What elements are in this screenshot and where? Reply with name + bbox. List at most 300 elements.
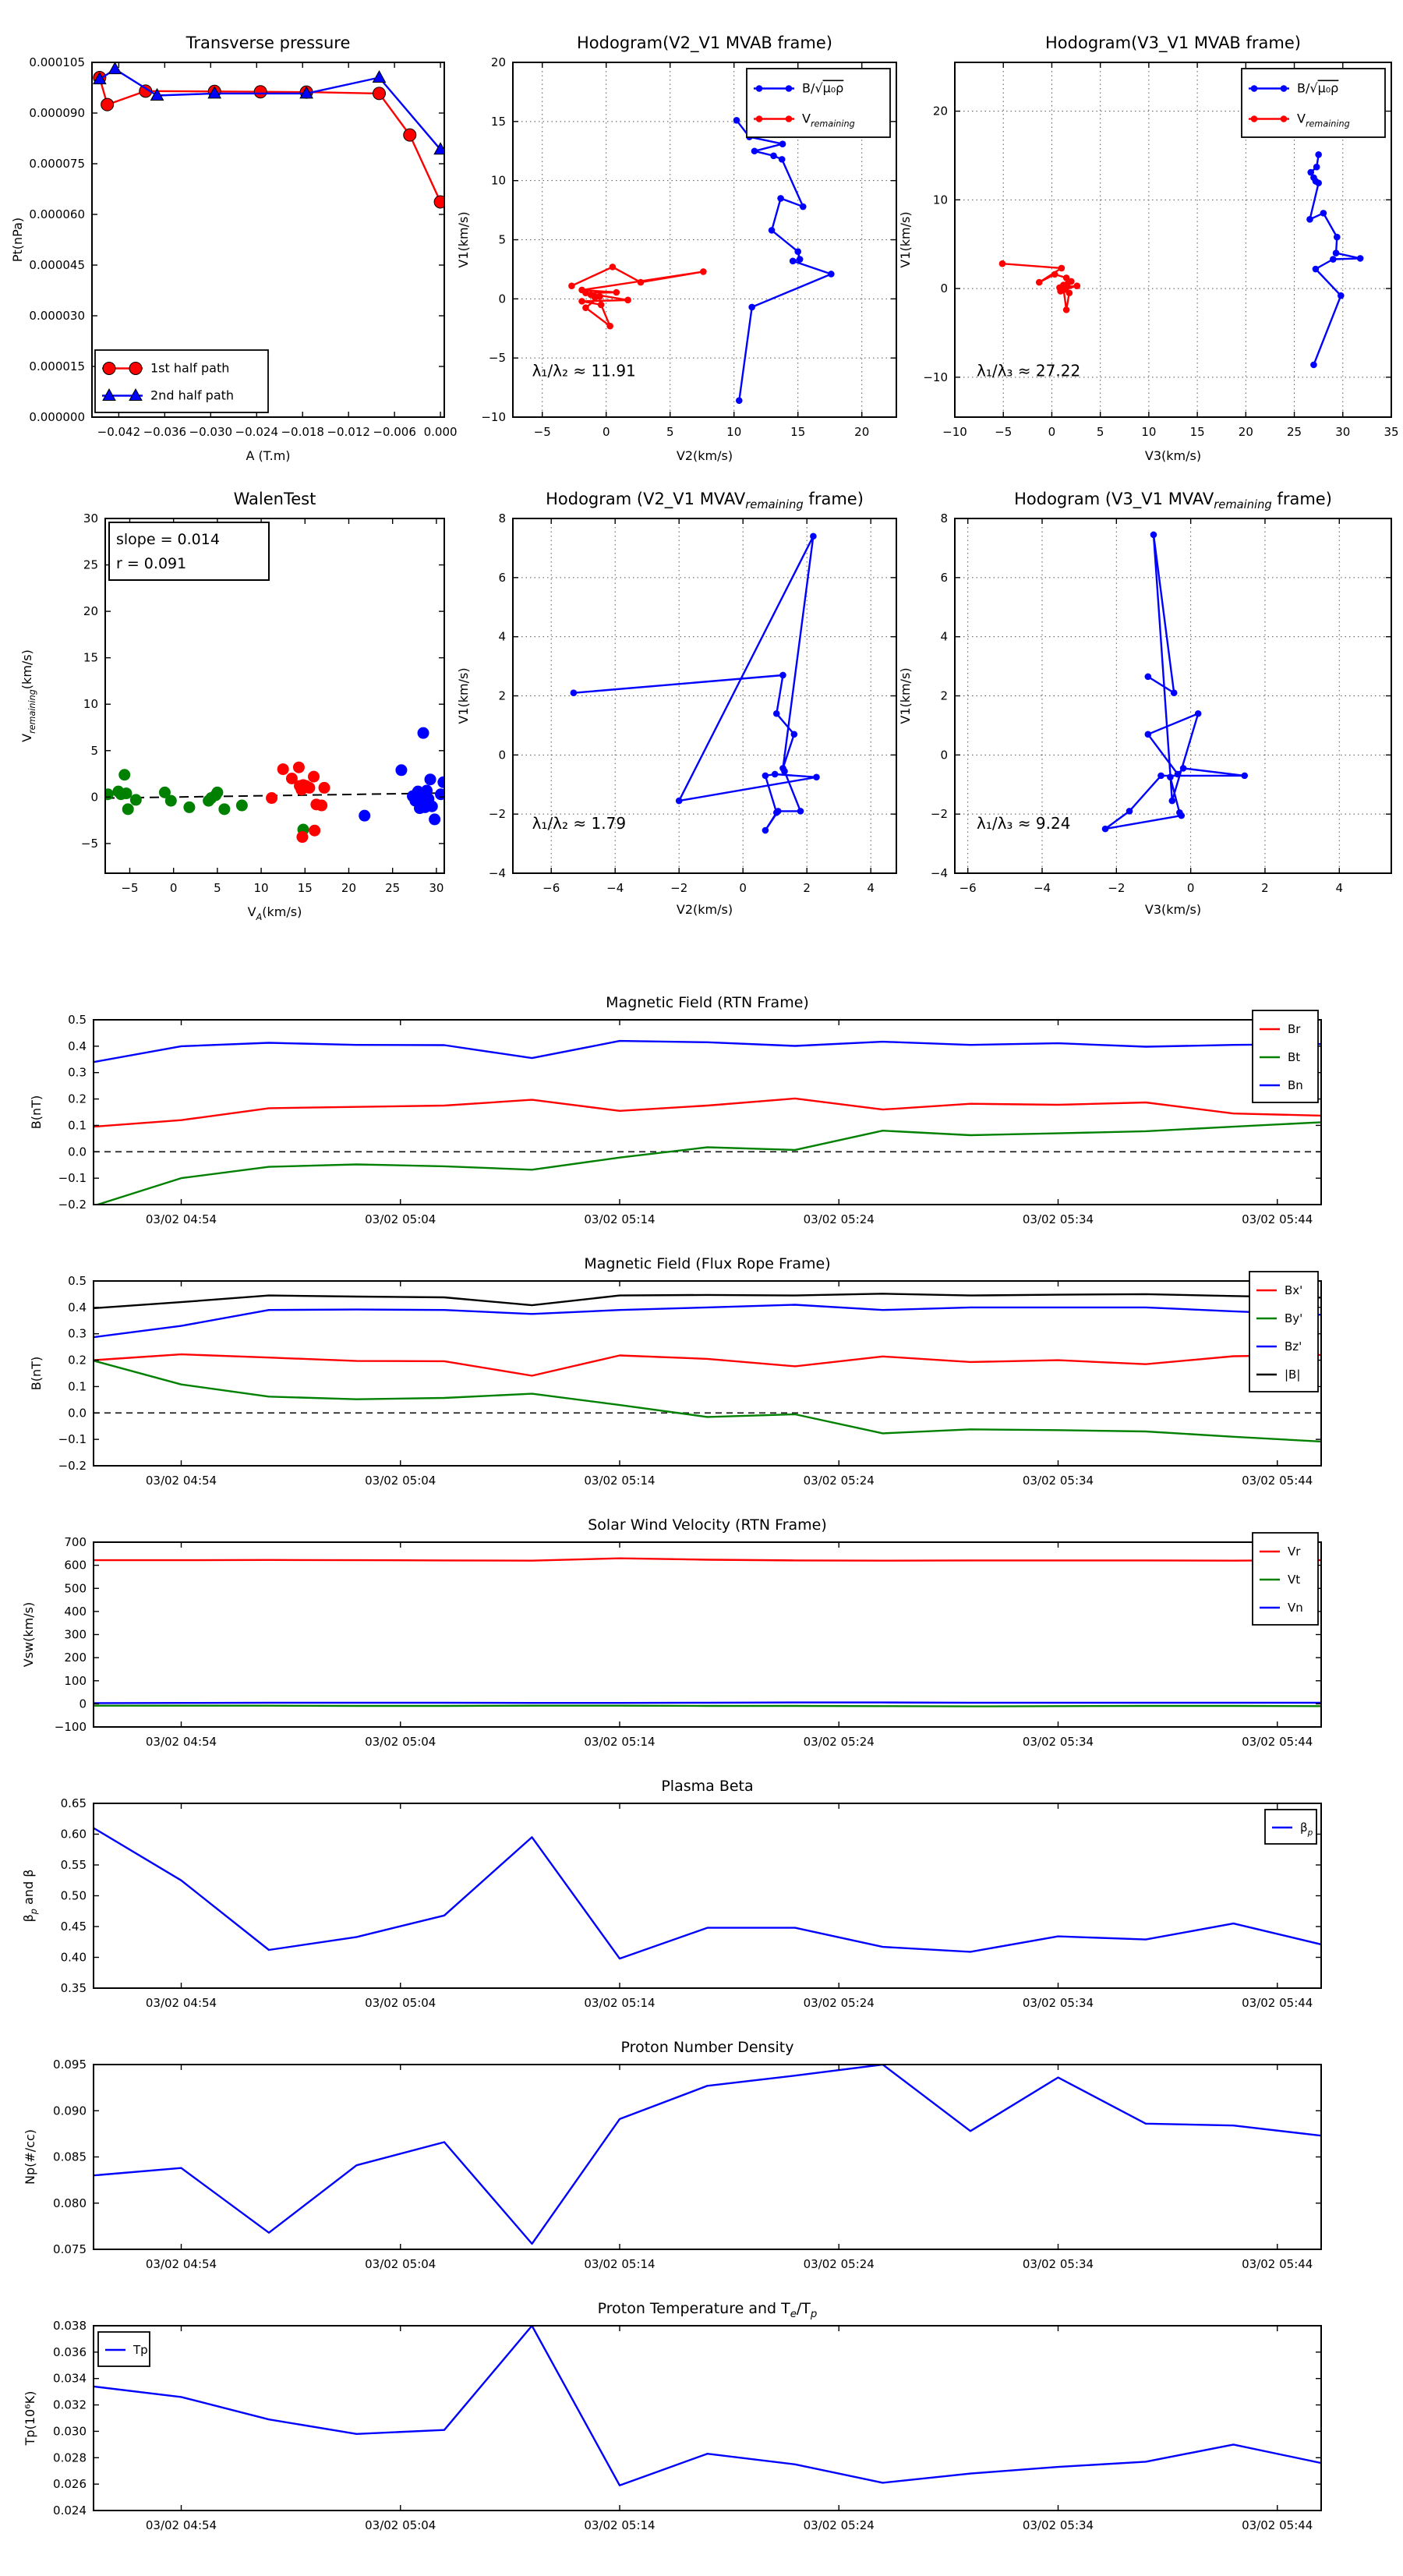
- svg-text:0.030: 0.030: [53, 2424, 87, 2439]
- svg-text:0.5: 0.5: [68, 1274, 87, 1288]
- annotation: λ₁/λ₃ ≈ 9.24: [977, 814, 1071, 833]
- svg-text:0: 0: [169, 881, 178, 895]
- series-markers: [1102, 532, 1248, 833]
- plot-solar-wind-velocity: [21, 1516, 1321, 1749]
- svg-text:0.000105: 0.000105: [29, 55, 85, 69]
- svg-text:03/02 05:24: 03/02 05:24: [803, 1996, 875, 2010]
- svg-text:2: 2: [1261, 881, 1269, 895]
- svg-text:−5: −5: [80, 836, 98, 851]
- legend-item-label: Vn: [1288, 1601, 1303, 1615]
- legend-item-label: |B|: [1285, 1368, 1301, 1382]
- svg-text:10: 10: [490, 173, 506, 188]
- svg-text:5: 5: [214, 881, 221, 895]
- legend-item-label: By': [1285, 1311, 1303, 1325]
- svg-text:−10: −10: [942, 425, 967, 439]
- svg-text:0.000060: 0.000060: [29, 207, 85, 221]
- svg-text:400: 400: [64, 1604, 87, 1619]
- svg-text:10: 10: [83, 697, 98, 712]
- svg-text:100: 100: [64, 1673, 87, 1688]
- series-markers: [94, 62, 447, 154]
- legend: [747, 69, 890, 137]
- svg-text:4: 4: [867, 881, 875, 895]
- svg-text:15: 15: [297, 881, 313, 895]
- x-axis-label: V3(km/s): [1144, 902, 1202, 917]
- plot-title: Magnetic Field (Flux Rope Frame): [584, 1255, 831, 1272]
- svg-text:03/02 05:34: 03/02 05:34: [1022, 1735, 1094, 1749]
- svg-text:0.000015: 0.000015: [29, 359, 85, 373]
- plot-title: Plasma Beta: [661, 1778, 754, 1795]
- legend: [98, 2332, 150, 2366]
- series-vn-line: [94, 1703, 1321, 1704]
- svg-text:25: 25: [385, 881, 401, 895]
- legend-item-label: Bx': [1285, 1283, 1303, 1297]
- series-bz--line: [94, 1305, 1321, 1338]
- svg-text:−2: −2: [930, 807, 948, 822]
- svg-text:0: 0: [79, 1697, 87, 1711]
- svg-text:03/02 05:34: 03/02 05:34: [1022, 1212, 1094, 1226]
- annotation: λ₁/λ₃ ≈ 27.22: [977, 361, 1081, 380]
- svg-text:−0.030: −0.030: [189, 425, 233, 439]
- legend-item-label: Br: [1288, 1022, 1301, 1036]
- svg-text:0.55: 0.55: [60, 1858, 87, 1872]
- svg-text:0: 0: [498, 292, 506, 306]
- info-box-line: r = 0.091: [116, 555, 187, 572]
- svg-text:03/02 04:54: 03/02 04:54: [145, 2518, 217, 2532]
- x-tick-labels: [542, 881, 875, 895]
- svg-text:0.4: 0.4: [68, 1039, 87, 1053]
- svg-text:03/02 05:14: 03/02 05:14: [584, 2518, 656, 2532]
- svg-text:25: 25: [1287, 425, 1302, 439]
- svg-text:0.1: 0.1: [68, 1379, 87, 1394]
- svg-text:20: 20: [341, 881, 357, 895]
- svg-text:−0.2: −0.2: [58, 1459, 87, 1473]
- legend: [1265, 1810, 1316, 1844]
- svg-text:03/02 05:14: 03/02 05:14: [584, 1996, 656, 2010]
- axes-box: [94, 2065, 1321, 2249]
- svg-text:−0.1: −0.1: [58, 1432, 87, 1447]
- svg-text:4: 4: [1335, 881, 1344, 895]
- svg-text:20: 20: [854, 425, 870, 439]
- plot-hodogram-v3v1-mvav: [898, 490, 1391, 917]
- y-axis-label: V1(km/s): [898, 667, 913, 724]
- y-axis-label: Np(#/cc): [23, 2129, 37, 2185]
- plot-hodogram-v2v1-mvav: [456, 490, 896, 917]
- series-vr-line: [94, 1559, 1321, 1561]
- legend: [1249, 1272, 1318, 1392]
- legend-item-label: Tp: [133, 2343, 148, 2357]
- svg-text:0.3: 0.3: [68, 1065, 87, 1080]
- svg-text:0.032: 0.032: [53, 2397, 87, 2412]
- axes-box: [94, 1803, 1321, 1988]
- svg-text:03/02 05:44: 03/02 05:44: [1242, 2518, 1313, 2532]
- scatter-1st-half: [102, 769, 309, 835]
- x-tick-labels: [121, 881, 444, 895]
- svg-text:−10: −10: [923, 370, 948, 384]
- y-tick-labels: [923, 104, 948, 384]
- svg-text:−0.012: −0.012: [327, 425, 370, 439]
- svg-text:5: 5: [90, 743, 98, 758]
- svg-text:600: 600: [64, 1558, 87, 1573]
- svg-text:03/02 05:44: 03/02 05:44: [1242, 2257, 1313, 2271]
- legend-item-label: $\beta_p$: [1300, 1821, 1313, 1838]
- svg-text:6: 6: [940, 570, 948, 585]
- svg-text:0.000075: 0.000075: [29, 157, 85, 171]
- svg-text:−2: −2: [1108, 881, 1126, 895]
- scatter-2nd-half: [359, 727, 449, 826]
- plot-title: Hodogram (V2_V1 $MVAV_{remaining}$ frame): [546, 490, 864, 511]
- y-axis-label: V1(km/s): [456, 667, 471, 724]
- svg-text:15: 15: [790, 425, 806, 439]
- legend-item-label: 2nd half path: [150, 387, 235, 403]
- svg-text:−6: −6: [542, 881, 560, 895]
- plot-hodogram-v3v1-mvab: [898, 34, 1399, 463]
- svg-text:0.000090: 0.000090: [29, 106, 85, 120]
- series-b-alfven-line: [737, 120, 831, 401]
- annotation: λ₁/λ₂ ≈ 11.91: [532, 361, 636, 380]
- svg-text:03/02 05:34: 03/02 05:34: [1022, 1996, 1094, 2010]
- svg-text:−0.042: −0.042: [97, 425, 141, 439]
- svg-text:03/02 05:24: 03/02 05:24: [803, 1212, 875, 1226]
- legend-item-label: $V_{remaining}$: [802, 111, 855, 129]
- axes-box: [94, 2326, 1321, 2511]
- svg-text:0.095: 0.095: [53, 2058, 87, 2072]
- legend-item-label: 1st half path: [150, 360, 230, 376]
- y-axis-label: B(nT): [29, 1356, 44, 1391]
- svg-text:15: 15: [1189, 425, 1205, 439]
- svg-text:−5: −5: [995, 425, 1012, 439]
- svg-text:−2: −2: [488, 807, 506, 822]
- plot-title: Transverse pressure: [186, 34, 351, 52]
- svg-text:0.028: 0.028: [53, 2450, 87, 2465]
- plot-magnetic-field-flux-rope: [29, 1255, 1321, 1488]
- series-2nd-half-path-line: [100, 69, 440, 150]
- y-tick-labels: [58, 1013, 87, 1212]
- svg-text:−10: −10: [481, 410, 506, 424]
- svg-text:03/02 04:54: 03/02 04:54: [145, 1212, 217, 1226]
- legend-item-label: $V_{remaining}$: [1297, 111, 1350, 129]
- svg-text:0: 0: [940, 281, 948, 296]
- svg-text:−0.036: −0.036: [143, 425, 187, 439]
- svg-text:0.000000: 0.000000: [29, 410, 85, 424]
- svg-text:−5: −5: [121, 881, 139, 895]
- plot-proton-number-density: [23, 2039, 1321, 2271]
- svg-text:03/02 05:04: 03/02 05:04: [365, 1212, 436, 1226]
- svg-text:03/02 05:14: 03/02 05:14: [584, 1735, 656, 1749]
- x-tick-labels: [534, 425, 870, 439]
- svg-text:0.024: 0.024: [53, 2503, 87, 2518]
- y-axis-label: Tp(10⁶K): [23, 2390, 37, 2446]
- svg-text:20: 20: [932, 104, 948, 119]
- y-axis-label: V1(km/s): [456, 211, 471, 268]
- x-axis-label: A (T.m): [246, 448, 291, 463]
- plot-plasma-beta: [21, 1778, 1321, 2010]
- legend-item-label: Bn: [1288, 1078, 1303, 1092]
- svg-text:0.60: 0.60: [60, 1827, 87, 1842]
- y-tick-labels: [53, 2058, 87, 2256]
- svg-text:−4: −4: [1033, 881, 1051, 895]
- svg-text:03/02 05:04: 03/02 05:04: [365, 2257, 436, 2271]
- plot-title: Proton Number Density: [620, 2039, 794, 2056]
- x-tick-labels: [146, 1735, 1313, 1749]
- axes-box: [94, 1542, 1321, 1727]
- svg-text:−0.018: −0.018: [281, 425, 324, 439]
- svg-text:03/02 04:54: 03/02 04:54: [145, 1735, 217, 1749]
- svg-text:0.0: 0.0: [68, 1406, 87, 1421]
- svg-text:25: 25: [83, 557, 98, 572]
- svg-text:0.080: 0.080: [53, 2196, 87, 2210]
- svg-text:03/02 05:24: 03/02 05:24: [803, 1474, 875, 1488]
- x-tick-labels: [146, 1474, 1313, 1488]
- axis-ticks: [94, 1542, 1321, 1727]
- svg-text:03/02 04:54: 03/02 04:54: [145, 2257, 217, 2271]
- svg-text:0.40: 0.40: [60, 1950, 87, 1965]
- series-markers: [733, 117, 835, 404]
- svg-text:5: 5: [666, 425, 674, 439]
- svg-text:0.026: 0.026: [53, 2477, 87, 2492]
- x-tick-labels: [942, 425, 1398, 439]
- svg-text:−2: −2: [670, 881, 688, 895]
- svg-text:20: 20: [490, 55, 506, 69]
- y-axis-label: Vsw(km/s): [21, 1601, 36, 1668]
- svg-text:03/02 05:24: 03/02 05:24: [803, 2257, 875, 2271]
- svg-text:−100: −100: [54, 1720, 87, 1734]
- svg-text:6: 6: [498, 570, 506, 585]
- svg-text:2: 2: [498, 688, 506, 703]
- svg-text:8: 8: [940, 511, 948, 525]
- svg-text:30: 30: [429, 881, 444, 895]
- axis-ticks: [94, 2065, 1321, 2249]
- svg-text:03/02 05:44: 03/02 05:44: [1242, 1474, 1313, 1488]
- legend: [1242, 69, 1385, 137]
- svg-text:0: 0: [498, 748, 506, 763]
- annotation: λ₁/λ₂ ≈ 1.79: [532, 814, 627, 833]
- svg-text:0.038: 0.038: [53, 2319, 87, 2333]
- svg-text:2: 2: [803, 881, 811, 895]
- svg-text:03/02 05:24: 03/02 05:24: [803, 2518, 875, 2532]
- svg-text:20: 20: [1238, 425, 1253, 439]
- svg-text:0.085: 0.085: [53, 2150, 87, 2164]
- legend-item-label: Vr: [1288, 1545, 1301, 1559]
- svg-text:03/02 04:54: 03/02 04:54: [145, 1996, 217, 2010]
- plot-magnetic-field-rtn: [29, 994, 1321, 1226]
- plot-walen-test: [19, 490, 449, 922]
- svg-text:0: 0: [90, 790, 98, 805]
- svg-text:10: 10: [1141, 425, 1157, 439]
- legend: [1253, 1533, 1318, 1625]
- plot-transverse-pressure: [10, 34, 458, 463]
- y-tick-labels: [58, 1274, 87, 1473]
- svg-text:03/02 05:34: 03/02 05:34: [1022, 2257, 1094, 2271]
- legend-item-label: B/√μ₀ρ: [802, 80, 844, 96]
- svg-text:0.65: 0.65: [60, 1796, 87, 1810]
- axis-ticks: [94, 1281, 1321, 1466]
- svg-text:0.075: 0.075: [53, 2242, 87, 2256]
- x-tick-labels: [146, 2257, 1313, 2271]
- svg-text:5: 5: [1096, 425, 1104, 439]
- series-markers: [999, 260, 1080, 313]
- svg-text:200: 200: [64, 1651, 87, 1665]
- svg-text:−0.1: −0.1: [58, 1171, 87, 1186]
- svg-text:0.3: 0.3: [68, 1326, 87, 1341]
- series-vt-line: [94, 1706, 1321, 1707]
- y-tick-labels: [481, 55, 506, 424]
- y-tick-labels: [61, 1796, 87, 1995]
- legend: [1253, 1010, 1318, 1102]
- svg-text:03/02 05:04: 03/02 05:04: [365, 1996, 436, 2010]
- svg-text:15: 15: [83, 650, 98, 665]
- y-axis-label: B(nT): [29, 1095, 44, 1130]
- svg-text:−4: −4: [606, 881, 624, 895]
- plot-hodogram-v2v1-mvab: [456, 34, 896, 463]
- x-axis-label: V3(km/s): [1144, 448, 1202, 463]
- series-bt-line: [94, 1122, 1321, 1205]
- svg-text:03/02 05:34: 03/02 05:34: [1022, 1474, 1094, 1488]
- y-tick-labels: [29, 55, 85, 424]
- svg-text:0: 0: [940, 748, 948, 763]
- svg-text:03/02 05:04: 03/02 05:04: [365, 1735, 436, 1749]
- series-b-alfven-line: [1105, 535, 1245, 829]
- svg-text:35: 35: [1384, 425, 1399, 439]
- svg-text:30: 30: [83, 511, 98, 525]
- series-bx--line: [94, 1354, 1321, 1375]
- svg-text:8: 8: [498, 511, 506, 525]
- y-tick-labels: [81, 511, 98, 851]
- y-axis-label: Pt(nPa): [10, 217, 25, 263]
- plot-proton-temperature: [23, 2300, 1321, 2532]
- svg-text:0.4: 0.4: [68, 1300, 87, 1315]
- svg-text:0.35: 0.35: [60, 1981, 87, 1995]
- svg-text:0.45: 0.45: [60, 1920, 87, 1934]
- svg-text:03/02 05:44: 03/02 05:44: [1242, 1212, 1313, 1226]
- svg-text:10: 10: [932, 193, 948, 207]
- axis-ticks: [94, 2326, 1321, 2511]
- svg-text:−6: −6: [959, 881, 977, 895]
- svg-text:0.034: 0.034: [53, 2371, 87, 2386]
- legend-item-label: B/√μ₀ρ: [1297, 80, 1339, 96]
- svg-text:10: 10: [726, 425, 742, 439]
- svg-text:0: 0: [1048, 425, 1056, 439]
- x-tick-labels: [959, 881, 1343, 895]
- plot-title: Proton Temperature and $T_e/T_p$: [597, 2300, 818, 2320]
- svg-text:0.090: 0.090: [53, 2104, 87, 2118]
- x-axis-label: V2(km/s): [676, 902, 733, 917]
- axis-ticks: [94, 1020, 1321, 1205]
- plot-title: WalenTest: [233, 490, 316, 508]
- svg-text:0: 0: [739, 881, 747, 895]
- legend-item-label: Bz': [1285, 1339, 1302, 1353]
- svg-text:03/02 05:04: 03/02 05:04: [365, 1474, 436, 1488]
- svg-text:0.1: 0.1: [68, 1118, 87, 1133]
- y-axis-label: V1(km/s): [898, 211, 913, 268]
- plot-title: Hodogram (V3_V1 $MVAV_{remaining}$ frame): [1014, 490, 1332, 511]
- svg-text:700: 700: [64, 1535, 87, 1549]
- legend-item-label: Vt: [1288, 1573, 1301, 1587]
- svg-text:03/02 05:24: 03/02 05:24: [803, 1735, 875, 1749]
- y-axis-label: $\beta_p$ and β: [21, 1869, 39, 1923]
- x-tick-labels: [146, 1212, 1313, 1226]
- svg-text:03/02 05:44: 03/02 05:44: [1242, 1735, 1313, 1749]
- svg-text:03/02 05:14: 03/02 05:14: [584, 1474, 656, 1488]
- axes-box: [94, 1020, 1321, 1205]
- y-tick-labels: [931, 511, 948, 880]
- svg-text:03/02 05:14: 03/02 05:14: [584, 1212, 656, 1226]
- svg-text:−0.024: −0.024: [235, 425, 279, 439]
- series-by--line: [94, 1361, 1321, 1442]
- y-tick-labels: [489, 511, 506, 880]
- svg-text:03/02 05:04: 03/02 05:04: [365, 2518, 436, 2532]
- x-axis-label: $V_A(km/s)$: [247, 904, 302, 922]
- svg-text:−5: −5: [533, 425, 551, 439]
- svg-text:0.5: 0.5: [68, 1013, 87, 1027]
- svg-text:0.000: 0.000: [423, 425, 458, 439]
- plot-title: Hodogram(V2_V1 MVAB frame): [577, 34, 832, 52]
- svg-text:−0.2: −0.2: [58, 1198, 87, 1212]
- svg-text:0: 0: [1186, 881, 1195, 895]
- x-tick-labels: [97, 425, 458, 439]
- svg-text:−4: −4: [488, 866, 506, 880]
- svg-text:03/02 05:44: 03/02 05:44: [1242, 1996, 1313, 2010]
- svg-text:0: 0: [602, 425, 610, 439]
- svg-text:0.0: 0.0: [68, 1145, 87, 1159]
- legend: [95, 350, 268, 412]
- svg-text:0.50: 0.50: [60, 1888, 87, 1903]
- svg-text:4: 4: [498, 629, 506, 644]
- svg-text:30: 30: [1335, 425, 1351, 439]
- series-tp-line: [94, 2326, 1321, 2486]
- x-tick-labels: [146, 2518, 1313, 2532]
- y-tick-labels: [53, 2319, 87, 2518]
- x-axis-label: V2(km/s): [676, 448, 733, 463]
- axes-box: [94, 1281, 1321, 1466]
- series-1st-half-path-line: [100, 78, 440, 203]
- svg-text:15: 15: [490, 114, 506, 129]
- svg-text:4: 4: [940, 629, 948, 644]
- series-np-line: [94, 2065, 1321, 2244]
- x-tick-labels: [146, 1996, 1313, 2010]
- svg-text:−5: −5: [488, 351, 506, 366]
- svg-text:10: 10: [253, 881, 269, 895]
- svg-text:03/02 05:34: 03/02 05:34: [1022, 2518, 1094, 2532]
- series--b--line: [94, 1293, 1321, 1308]
- series-br-line: [94, 1099, 1321, 1127]
- svg-text:300: 300: [64, 1627, 87, 1642]
- info-box-line: slope = 0.014: [116, 531, 220, 548]
- svg-text:03/02 04:54: 03/02 04:54: [145, 1474, 217, 1488]
- svg-text:2: 2: [940, 688, 948, 703]
- svg-text:0.036: 0.036: [53, 2344, 87, 2359]
- svg-text:500: 500: [64, 1581, 87, 1596]
- legend-item-label: Bt: [1288, 1050, 1301, 1064]
- y-axis-label: $V_{remaining}(km/s)$: [19, 649, 37, 742]
- svg-text:0.2: 0.2: [68, 1092, 87, 1106]
- svg-text:0.000045: 0.000045: [29, 258, 85, 272]
- axis-ticks: [94, 1803, 1321, 1988]
- svg-text:0.000030: 0.000030: [29, 309, 85, 323]
- series-beta-p-line: [94, 1828, 1321, 1959]
- svg-text:0.2: 0.2: [68, 1353, 87, 1368]
- plot-title: Solar Wind Velocity (RTN Frame): [588, 1516, 827, 1534]
- series-bn-line: [94, 1041, 1321, 1062]
- svg-text:03/02 05:14: 03/02 05:14: [584, 2257, 656, 2271]
- series-markers: [1306, 151, 1363, 368]
- svg-text:−4: −4: [930, 866, 948, 880]
- svg-text:5: 5: [498, 232, 506, 247]
- svg-text:20: 20: [83, 604, 98, 619]
- plot-title: Hodogram(V3_V1 MVAB frame): [1045, 34, 1301, 52]
- series-b-alfven-line: [574, 536, 817, 830]
- y-tick-labels: [55, 1535, 87, 1734]
- svg-text:−0.006: −0.006: [373, 425, 416, 439]
